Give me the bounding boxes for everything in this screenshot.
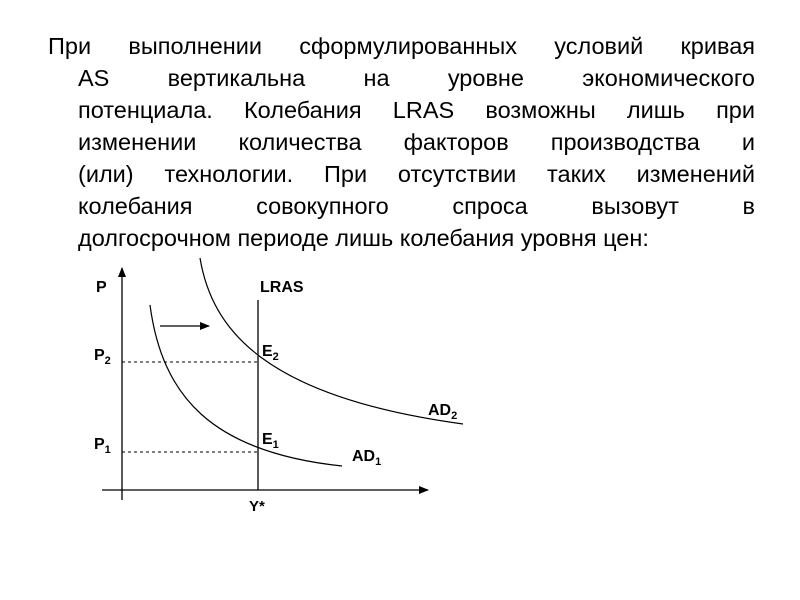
paragraph-line-5: (или) технологии. При отсутствии таких изменений [78, 161, 755, 187]
ad1-label: $AD_1$ [352, 448, 382, 468]
p1-label: $P_1$ [94, 436, 111, 456]
paragraph-line-7: долгосрочном периоде лишь колебания уровня цен: [78, 225, 649, 251]
paragraph-line-1: При выполнении сформулированных условий кривая [48, 33, 755, 59]
paragraph-line-2: AS вертикальна на уровне экономического [78, 65, 755, 91]
paragraph-line-4: изменении количества факторов производства и [78, 129, 755, 155]
e1-label: $E_1$ [262, 431, 279, 451]
paragraph-line-6: колебания совокупного спроса вызовут в [78, 193, 755, 219]
ad2-curve [200, 258, 463, 424]
ad1-curve [150, 305, 342, 466]
ad2-label: $AD_2$ [428, 402, 458, 422]
lras-label: LRAS [260, 279, 304, 296]
e2-label: $E_2$ [262, 343, 279, 363]
axis-label-p: P [96, 279, 107, 296]
paragraph-line-3: потенциала. Колебания LRAS возможны лишь при [78, 97, 755, 123]
y-star-label: Y* [249, 498, 265, 515]
p2-label: $P_2$ [94, 347, 111, 367]
